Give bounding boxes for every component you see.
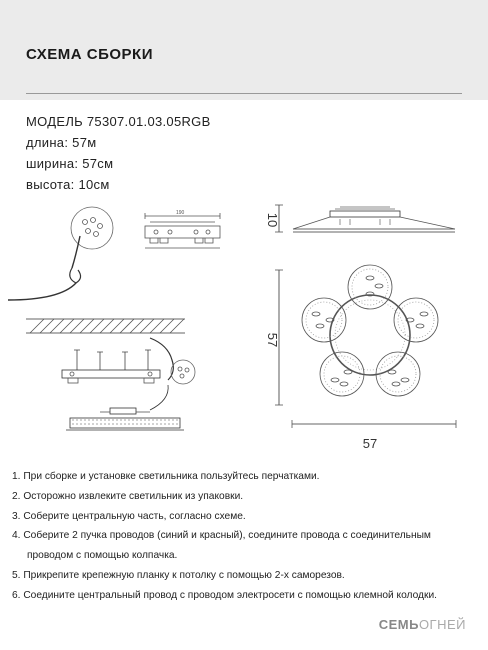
brand-light: ОГНЕЙ — [418, 617, 466, 632]
instruction-item: 4. Соберите 2 пучка проводов (синий и красный), соедините провода с соединительным — [12, 530, 431, 542]
light-lobe — [320, 352, 364, 396]
ceiling-mounting-scene — [26, 319, 195, 430]
mounting-bracket-detail — [145, 210, 220, 248]
model-number: МОДЕЛЬ 75307.01.03.05RGB — [26, 114, 211, 129]
brand-bold: СЕМЬ — [378, 617, 419, 632]
instruction-item: 5. Прикрепите крепежную планку к потолку с помощью 2-х саморезов. — [12, 569, 345, 581]
instruction-item: 1. При сборке и установке светильника пользуйтесь перчатками. — [12, 471, 320, 482]
instruction-item-continuation: проводом с помощью колпачка. — [27, 550, 178, 562]
instruction-list — [12, 467, 482, 606]
spec-width: ширина: 57см — [26, 156, 114, 171]
light-lobe — [394, 298, 438, 342]
spec-height: высота: 10см — [26, 177, 110, 192]
bracket-dimension: 190 — [176, 210, 185, 216]
instruction-item: 3. Соберите центральную часть, согласно схеме. — [12, 510, 246, 522]
wire-connector-detail — [8, 207, 113, 300]
instruction-item: 6. Соедините центральный провод с проводом электросети с помощью клемной колодки. — [12, 589, 437, 601]
light-lobe — [376, 352, 420, 396]
width-dimension-label: 57 — [362, 436, 378, 451]
depth-dimension-label: 57 — [265, 332, 280, 348]
light-lobe — [302, 298, 346, 342]
light-lobe — [348, 265, 392, 309]
brand-logo — [379, 617, 466, 632]
instruction-item: 2. Осторожно извлеките светильник из упаковки. — [12, 490, 244, 502]
side-elevation-drawing — [265, 205, 455, 232]
height-dimension-label: 10 — [265, 212, 280, 228]
top-view-drawing — [265, 265, 456, 451]
spec-length: длина: 57м — [26, 135, 97, 150]
page-title: СХЕМА СБОРКИ — [26, 46, 153, 63]
